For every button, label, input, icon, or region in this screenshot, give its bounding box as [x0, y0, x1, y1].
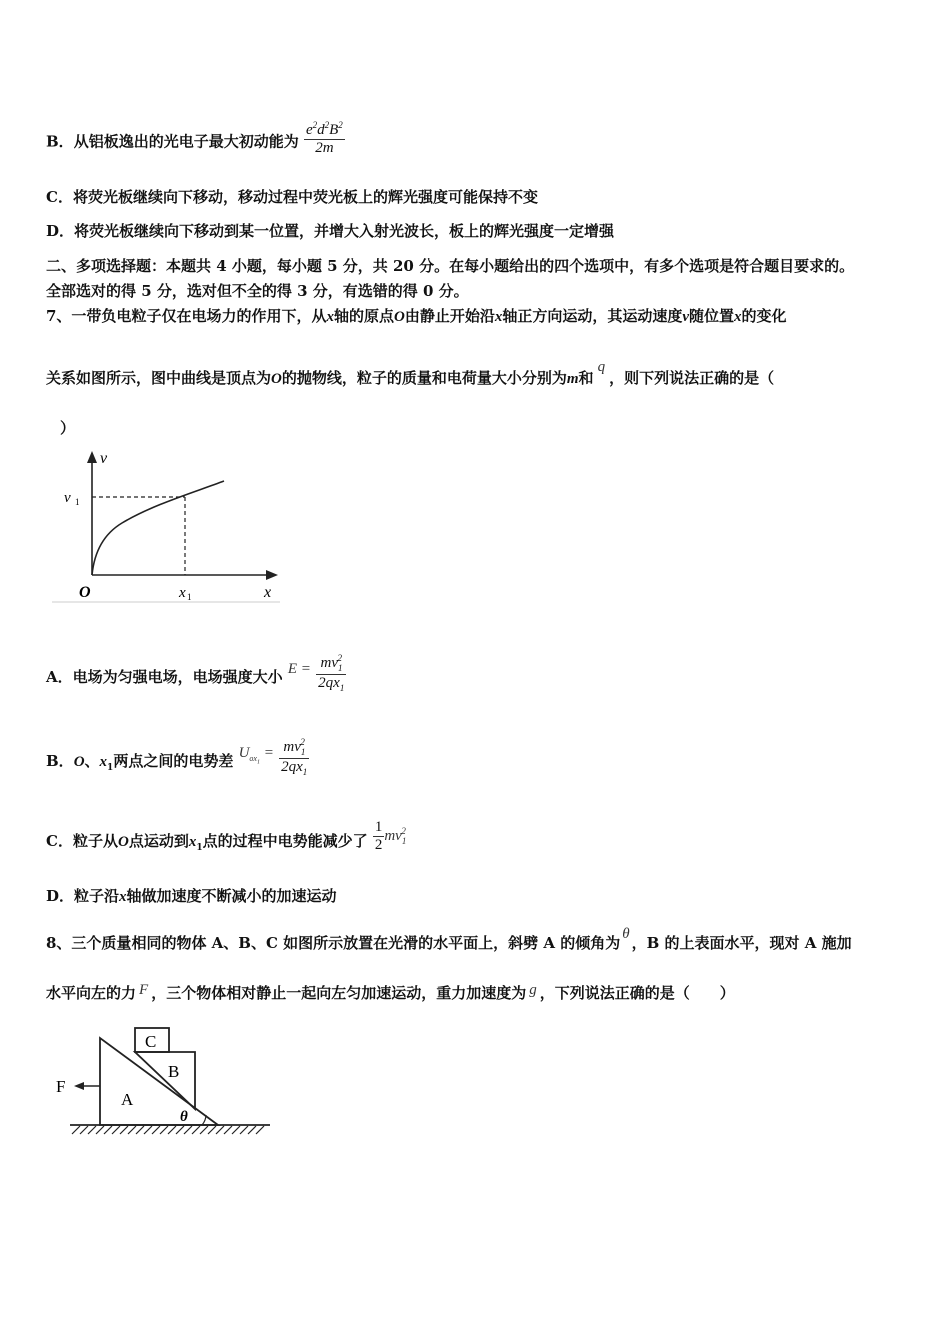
label-f: F: [56, 1077, 66, 1096]
label-c: C: [145, 1032, 157, 1051]
ground-hatching: [72, 1126, 264, 1134]
q8-stem-line2: 水平向左的力 F ，三个物体相对静止一起向左匀加速运动，重力加速度为 g ，下列说法正确的是（ ）: [46, 982, 735, 1002]
q6-option-c: [46, 186, 538, 207]
option-text: 从铝板逸出的光电子最大初动能为: [73, 132, 299, 151]
y-axis-label: v: [100, 450, 108, 467]
option-label: C．: [46, 188, 73, 206]
q8-blocks-figure: [50, 1022, 275, 1144]
section-heading-line1: 二、多项选择题：本题共 4 小题，每小题 5 分，共 20 分。在每小题给出的四个选项中，有多个选项是符合题目要求的。: [46, 257, 855, 275]
svg-text:1: 1: [75, 497, 80, 507]
x1-label: x: [179, 585, 186, 601]
fraction: $\frac{mv_1^2}{2qx_1}$: [281, 737, 308, 777]
section-heading-line2: 全部选对的得 5 分，选对但不全的得 3 分，有选错的得 0 分。: [46, 282, 469, 300]
q7-stem-line1: 7、一带负电粒子仅在电场力的作用下，从x轴的原点O由静止开始沿x轴正方向运动，其运动速度v随位置x的变化: [46, 307, 787, 325]
q8-stem-line1: 8、三个质量相同的物体 A、B、C 如图所示放置在光滑的水平面上，斜劈 A 的倾角为 θ ，B 的上表面水平，现对 A 施加: [46, 926, 852, 952]
label-a: A: [121, 1090, 134, 1109]
q6-option-d: [46, 220, 614, 241]
block-b: [135, 1052, 195, 1109]
label-b: B: [168, 1062, 180, 1081]
q7-option-d: D．粒子沿x轴做加速度不断减小的加速运动: [46, 887, 337, 905]
theta-arc: [202, 1115, 206, 1125]
wedge-a: [100, 1038, 218, 1125]
fraction: [304, 121, 345, 156]
velocity-curve: [92, 481, 224, 575]
label-theta: θ: [180, 1109, 188, 1125]
q7-stem-line3: ）: [60, 419, 76, 437]
fraction: $\frac{1}{2}$: [374, 819, 383, 853]
q7-option-a: A．电场为匀强电场，电场强度大小 E = $\frac{mv_1^2}{2qx_1}$: [46, 653, 345, 693]
v1-label: v: [64, 490, 71, 506]
y-axis-arrow: [87, 451, 97, 463]
fraction: $\frac{mv_1^2}{2qx_1}$: [318, 653, 345, 693]
fraction-denominator: 2m: [304, 139, 345, 157]
option-text: 将荧光板继续向下移动，移动过程中荧光板上的辉光强度可能保持不变: [72, 188, 538, 206]
q7-stem-line2: 关系如图所示，图中曲线是顶点为O的抛物线，粒子的质量和电荷量大小分别为m和q，则下列说法正确的是（: [46, 359, 775, 387]
option-text: 将荧光板继续向下移动到某一位置，并增大入射光波长，板上的辉光强度一定增强: [74, 222, 615, 240]
origin-label: O: [79, 584, 91, 601]
force-arrowhead: [74, 1082, 84, 1090]
x-axis-label: x: [264, 584, 272, 601]
x-axis-arrow: [266, 570, 278, 580]
svg-text:1: 1: [187, 592, 192, 602]
q6-option-b: [46, 120, 345, 160]
q7-option-b: B．O、$x_1$两点之间的电势差 $U_{ox_1}$ = $\frac{mv_1^2}{2qx_1}$: [46, 737, 308, 777]
option-label: D．: [46, 222, 75, 240]
q7-option-c: C．粒子从O点运动到$x_1$点的过程中电势能减少了 $\frac{1}{2}$ $mv_1^2$: [46, 819, 407, 853]
fraction-numerator: $e^2d^2B^2$: [305, 120, 343, 138]
q7-velocity-position-graph: [52, 445, 287, 605]
option-label: B．: [46, 132, 74, 151]
